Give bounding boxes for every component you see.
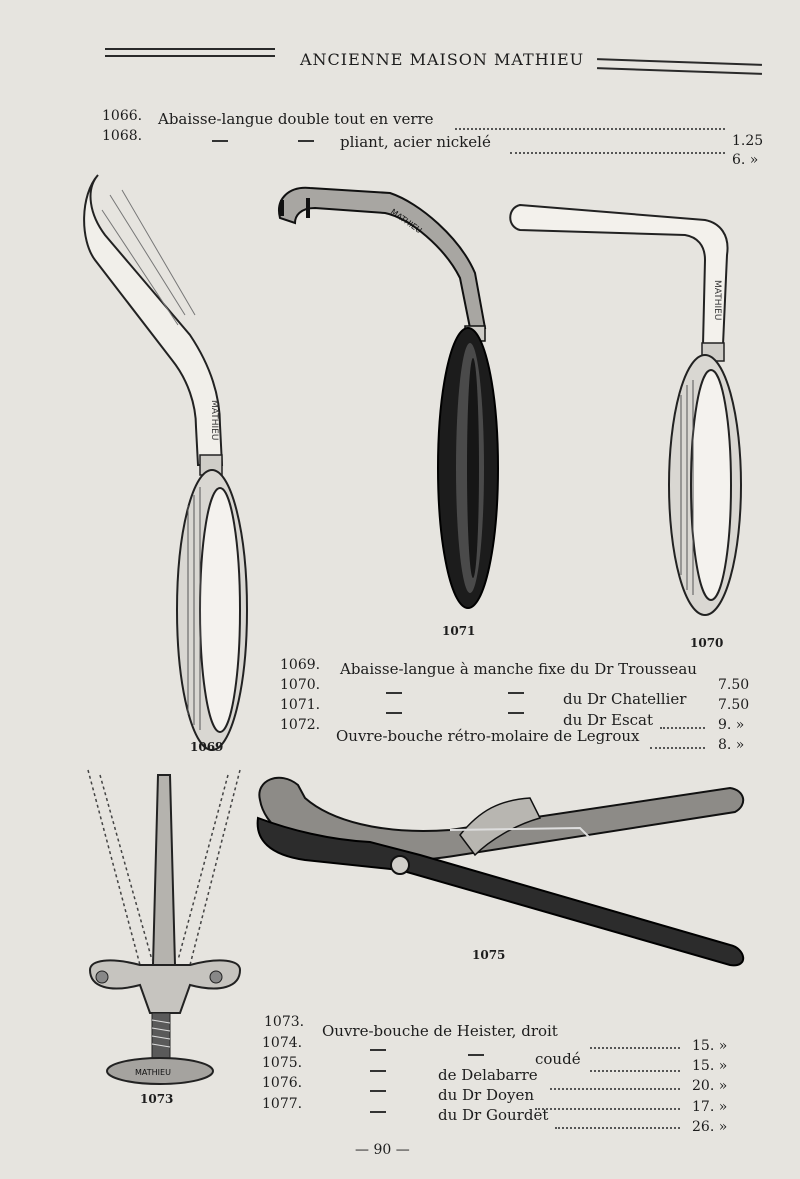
item-number: 1073. (264, 1014, 305, 1030)
item-number: 1068. (102, 128, 143, 144)
item-description: Abaisse-langue à manche fixe du Dr Trousseau (340, 660, 697, 678)
item-description: Ouvre-bouche de Heister, droit (322, 1022, 558, 1040)
figure-label: 1069 (190, 740, 224, 754)
item-price: 7.50 (718, 697, 750, 713)
item-number: 1071. (280, 697, 321, 713)
item-description: coudé (535, 1050, 581, 1068)
item-description: du Dr Gourdet (438, 1106, 549, 1124)
figure-label: 1071 (442, 624, 476, 638)
item-price: 17. » (692, 1099, 728, 1115)
header-rule-right-2 (597, 67, 762, 75)
engraving-text: MATHIEU (388, 207, 424, 236)
header-rule-right (597, 58, 762, 66)
leader-dots (510, 152, 725, 154)
leader-dots (590, 1070, 680, 1072)
engraving-text: MATHIEU (712, 280, 722, 321)
leader-dots (660, 727, 705, 729)
ditto-dash (370, 1049, 386, 1051)
ditto-dash (298, 140, 314, 142)
ditto-dash (386, 692, 402, 694)
tongue-depressor-1071-illustration (270, 178, 500, 628)
item-description: du Dr Escat (563, 711, 654, 729)
ditto-dash (508, 712, 524, 714)
ditto-dash (508, 692, 524, 694)
ditto-dash (468, 1054, 484, 1056)
item-number: 1076. (262, 1075, 303, 1091)
item-description: du Dr Doyen (438, 1086, 535, 1104)
figure-label: 1070 (690, 636, 724, 650)
item-price: 6. » (732, 152, 759, 168)
leader-dots (535, 1108, 680, 1110)
ditto-dash (212, 140, 228, 142)
item-description: Abaisse-langue double tout en verre (158, 110, 434, 128)
ditto-dash (370, 1111, 386, 1113)
item-price: 9. » (718, 717, 745, 733)
item-number: 1072. (280, 717, 321, 733)
ditto-dash (386, 712, 402, 714)
item-number: 1066. (102, 108, 143, 124)
item-price: 26. » (692, 1119, 728, 1135)
tongue-depressor-1069-illustration (80, 165, 260, 745)
item-number: 1074. (262, 1035, 303, 1051)
header-rule-left-2 (105, 55, 275, 57)
ditto-dash (370, 1090, 386, 1092)
leader-dots (455, 128, 725, 130)
engraving-text: MATHIEU (135, 1068, 171, 1077)
item-number: 1075. (262, 1055, 303, 1071)
item-description: de Delabarre (438, 1066, 538, 1084)
header-rule-left (105, 48, 275, 50)
item-price: 15. » (692, 1038, 728, 1054)
item-price: 20. » (692, 1078, 728, 1094)
item-description: du Dr Chatellier (563, 690, 687, 708)
figure-label: 1073 (140, 1092, 174, 1106)
item-number: 1069. (280, 657, 321, 673)
page-header: ANCIENNE MAISON MATHIEU (300, 50, 585, 69)
figure-label: 1075 (472, 948, 506, 962)
item-number: 1077. (262, 1096, 303, 1112)
leader-dots (590, 1047, 680, 1049)
item-price: 7.50 (718, 677, 750, 693)
item-description: pliant, acier nickelé (340, 133, 491, 151)
mouth-opener-1073-illustration (80, 765, 250, 1095)
item-price: 1.25 (732, 133, 764, 149)
item-price: 15. » (692, 1058, 728, 1074)
item-price: 8. » (718, 737, 745, 753)
leader-dots (650, 747, 705, 749)
leader-dots (550, 1088, 680, 1090)
leader-dots (555, 1127, 680, 1129)
ditto-dash (370, 1070, 386, 1072)
engraving-text: MATHIEU (209, 400, 219, 441)
page-number: — 90 — (355, 1142, 410, 1158)
item-description: Ouvre-bouche rétro-molaire de Legroux (336, 727, 640, 745)
item-number: 1070. (280, 677, 321, 693)
tongue-depressor-1070-illustration (505, 195, 755, 635)
